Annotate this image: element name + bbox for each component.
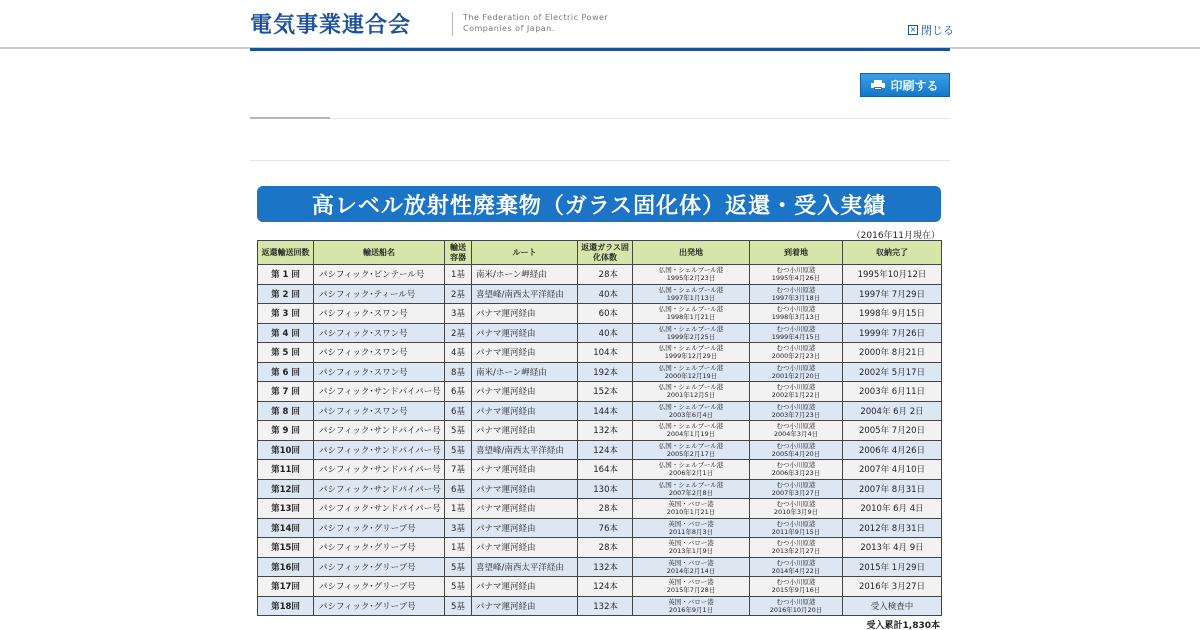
cask-count: 1基 bbox=[445, 265, 472, 285]
cask-count: 6基 bbox=[445, 479, 472, 499]
departure-cell bbox=[633, 440, 750, 460]
storage-completed: 2006年 4月26日 bbox=[843, 440, 942, 460]
ship-name: パシフィック･グリーブ号 bbox=[314, 538, 445, 558]
return-record-table bbox=[257, 240, 942, 616]
departure-cell bbox=[633, 577, 750, 597]
arrival-cell bbox=[750, 577, 843, 597]
arrival-cell bbox=[750, 323, 843, 343]
close-icon: × bbox=[909, 25, 917, 34]
route: パナマ運河経由 bbox=[472, 538, 578, 558]
departure-place: 仏国・シェルブール港 bbox=[658, 461, 724, 470]
print-button-label: 印刷する bbox=[890, 78, 939, 93]
arrival-cell bbox=[750, 284, 843, 304]
departure-place: 仏国・シェルブール港 bbox=[658, 383, 724, 392]
shipment-number: 第 1 回 bbox=[258, 265, 314, 285]
arrival-cell bbox=[750, 518, 843, 538]
storage-completed: 2002年 5月17日 bbox=[843, 362, 942, 382]
logo-en-line2: Companies of Japan. bbox=[463, 24, 555, 33]
ship-name: パシフィック･スワン号 bbox=[314, 304, 445, 324]
arrival-date: 2004年3月4日 bbox=[773, 430, 819, 439]
arrival-place: むつ小川原港 bbox=[776, 480, 816, 489]
ship-name: パシフィック･サンドパイパー号 bbox=[314, 382, 445, 402]
arrival-place: むつ小川原港 bbox=[776, 578, 816, 587]
departure-cell bbox=[633, 499, 750, 519]
departure-date: 2016年9月1日 bbox=[668, 605, 714, 614]
arrival-date: 1999年4月15日 bbox=[771, 332, 821, 341]
route: パナマ運河経由 bbox=[472, 304, 578, 324]
departure-date: 1998年1月21日 bbox=[666, 313, 716, 322]
table-row bbox=[258, 596, 942, 616]
canister-count: 28本 bbox=[578, 538, 633, 558]
arrival-date: 2013年2月27日 bbox=[771, 547, 821, 556]
logo-en-line1: The Federation of Electric Power bbox=[463, 13, 609, 22]
route: 喜望峰/南西太平洋経由 bbox=[472, 284, 578, 304]
storage-completed: 2007年 8月31日 bbox=[843, 479, 942, 499]
ship-name: パシフィック･スワン号 bbox=[314, 323, 445, 343]
storage-completed: 2015年 1月29日 bbox=[843, 557, 942, 577]
logo-divider bbox=[452, 12, 453, 36]
departure-date: 2006年2月1日 bbox=[668, 469, 714, 478]
ship-name: パシフィック･グリーブ号 bbox=[314, 596, 445, 616]
cask-count: 3基 bbox=[445, 304, 472, 324]
route: パナマ運河経由 bbox=[472, 479, 578, 499]
canister-count: 28本 bbox=[578, 499, 633, 519]
table-row bbox=[258, 343, 942, 363]
shipment-number: 第12回 bbox=[258, 479, 314, 499]
departure-place: 仏国・シェルブール港 bbox=[658, 266, 724, 275]
departure-cell bbox=[633, 362, 750, 382]
arrival-cell bbox=[750, 304, 843, 324]
route: パナマ運河経由 bbox=[472, 499, 578, 519]
departure-date: 2014年2月14日 bbox=[666, 566, 716, 575]
arrival-date: 2001年2月20日 bbox=[771, 371, 821, 380]
canister-count: 28本 bbox=[578, 265, 633, 285]
arrival-date: 2002年1月22日 bbox=[771, 391, 821, 400]
section-divider-accent bbox=[250, 117, 330, 119]
table-row bbox=[258, 460, 942, 480]
arrival-place: むつ小川原港 bbox=[776, 441, 816, 450]
close-link[interactable] bbox=[908, 22, 954, 38]
arrival-date: 2010年3月9日 bbox=[773, 508, 819, 517]
arrival-date: 2015年9月16日 bbox=[771, 586, 821, 595]
arrival-cell bbox=[750, 421, 843, 441]
cask-count: 3基 bbox=[445, 518, 472, 538]
arrival-date: 2006年3月23日 bbox=[771, 469, 821, 478]
header-cell: 返還ガラス固化体数 bbox=[578, 241, 633, 265]
cask-count: 5基 bbox=[445, 596, 472, 616]
arrival-place: むつ小川原港 bbox=[776, 539, 816, 548]
table-header-row bbox=[258, 241, 942, 265]
cask-count: 6基 bbox=[445, 401, 472, 421]
arrival-cell bbox=[750, 362, 843, 382]
arrival-date: 2011年9月15日 bbox=[771, 527, 821, 536]
header-cell: 輸送容器 bbox=[445, 241, 472, 265]
section-divider bbox=[250, 160, 950, 161]
canister-count: 132本 bbox=[578, 557, 633, 577]
arrival-date: 2005年4月20日 bbox=[771, 449, 821, 458]
route: パナマ運河経由 bbox=[472, 382, 578, 402]
site-logo-english bbox=[463, 12, 608, 34]
departure-date: 2005年2月17日 bbox=[666, 449, 716, 458]
storage-completed: 2010年 6月 4日 bbox=[843, 499, 942, 519]
storage-completed: 2007年 4月10日 bbox=[843, 460, 942, 480]
ship-name: パシフィック･ティール号 bbox=[314, 284, 445, 304]
canister-count: 60本 bbox=[578, 304, 633, 324]
table-row bbox=[258, 440, 942, 460]
departure-cell bbox=[633, 284, 750, 304]
arrival-cell bbox=[750, 401, 843, 421]
header-accent-bar bbox=[250, 48, 950, 51]
departure-date: 2015年7月28日 bbox=[666, 586, 716, 595]
departure-date: 2001年12月5日 bbox=[666, 391, 716, 400]
arrival-place: むつ小川原港 bbox=[776, 519, 816, 528]
cask-count: 8基 bbox=[445, 362, 472, 382]
shipment-number: 第 8 回 bbox=[258, 401, 314, 421]
storage-completed: 2000年 8月21日 bbox=[843, 343, 942, 363]
canister-count: 40本 bbox=[578, 284, 633, 304]
departure-place: 仏国・シェルブール港 bbox=[658, 324, 724, 333]
departure-cell bbox=[633, 421, 750, 441]
header-cell: 返還輸送回数 bbox=[258, 241, 314, 265]
departure-cell bbox=[633, 538, 750, 558]
storage-completed: 2005年 7月20日 bbox=[843, 421, 942, 441]
arrival-place: むつ小川原港 bbox=[776, 305, 816, 314]
ship-name: パシフィック･グリーブ号 bbox=[314, 577, 445, 597]
arrival-place: むつ小川原港 bbox=[776, 500, 816, 509]
header-cell: 収納完了 bbox=[843, 241, 942, 265]
storage-completed: 1998年 9月15日 bbox=[843, 304, 942, 324]
cask-count: 5基 bbox=[445, 421, 472, 441]
table-row bbox=[258, 323, 942, 343]
ship-name: パシフィック･サンドパイパー号 bbox=[314, 421, 445, 441]
storage-completed: 2003年 6月11日 bbox=[843, 382, 942, 402]
ship-name: パシフィック･スワン号 bbox=[314, 362, 445, 382]
route: 南米/ホーン岬経由 bbox=[472, 362, 578, 382]
arrival-date: 2014年4月22日 bbox=[771, 566, 821, 575]
departure-cell bbox=[633, 265, 750, 285]
arrival-cell bbox=[750, 460, 843, 480]
departure-place: 英国・バロー港 bbox=[668, 597, 714, 606]
departure-place: 仏国・シェルブール港 bbox=[658, 305, 724, 314]
header-cell: 到着地 bbox=[750, 241, 843, 265]
route: パナマ運河経由 bbox=[472, 460, 578, 480]
arrival-cell bbox=[750, 343, 843, 363]
ship-name: パシフィック･サンドパイパー号 bbox=[314, 460, 445, 480]
table-row bbox=[258, 284, 942, 304]
table-row bbox=[258, 421, 942, 441]
departure-place: 仏国・シェルブール港 bbox=[658, 344, 724, 353]
shipment-number: 第 2 回 bbox=[258, 284, 314, 304]
departure-date: 2004年1月19日 bbox=[666, 430, 716, 439]
table-row bbox=[258, 557, 942, 577]
storage-completed: 1995年10月12日 bbox=[843, 265, 942, 285]
cumulative-total: 受入累計1,830本 bbox=[866, 621, 940, 630]
departure-place: 仏国・シェルブール港 bbox=[658, 285, 724, 294]
section-divider bbox=[250, 118, 950, 119]
shipment-number: 第 7 回 bbox=[258, 382, 314, 402]
canister-count: 124本 bbox=[578, 577, 633, 597]
shipment-number: 第 6 回 bbox=[258, 362, 314, 382]
departure-cell bbox=[633, 460, 750, 480]
departure-cell bbox=[633, 401, 750, 421]
departure-place: 仏国・シェルブール港 bbox=[658, 441, 724, 450]
cask-count: 5基 bbox=[445, 577, 472, 597]
route: パナマ運河経由 bbox=[472, 401, 578, 421]
arrival-date: 2007年3月27日 bbox=[771, 488, 821, 497]
arrival-cell bbox=[750, 538, 843, 558]
table-row bbox=[258, 304, 942, 324]
arrival-place: むつ小川原港 bbox=[776, 461, 816, 470]
table-row bbox=[258, 577, 942, 597]
departure-place: 仏国・シェルブール港 bbox=[658, 402, 724, 411]
departure-date: 1999年2月25日 bbox=[666, 332, 716, 341]
cask-count: 1基 bbox=[445, 499, 472, 519]
canister-count: 144本 bbox=[578, 401, 633, 421]
cask-count: 5基 bbox=[445, 440, 472, 460]
departure-date: 2013年1月9日 bbox=[668, 547, 714, 556]
canister-count: 40本 bbox=[578, 323, 633, 343]
shipment-number: 第 3 回 bbox=[258, 304, 314, 324]
storage-completed: 1997年 7月29日 bbox=[843, 284, 942, 304]
departure-place: 英国・バロー港 bbox=[668, 500, 714, 509]
cask-count: 1基 bbox=[445, 538, 472, 558]
shipment-number: 第 5 回 bbox=[258, 343, 314, 363]
arrival-place: むつ小川原港 bbox=[776, 597, 816, 606]
header-cell: 出発地 bbox=[633, 241, 750, 265]
route: 喜望峰/南西太平洋経由 bbox=[472, 440, 578, 460]
arrival-cell bbox=[750, 265, 843, 285]
departure-date: 2003年6月4日 bbox=[668, 410, 714, 419]
print-button[interactable] bbox=[860, 73, 950, 97]
cask-count: 2基 bbox=[445, 323, 472, 343]
cask-count: 4基 bbox=[445, 343, 472, 363]
ship-name: パシフィック･ピンテール号 bbox=[314, 265, 445, 285]
cask-count: 6基 bbox=[445, 382, 472, 402]
printer-icon bbox=[871, 80, 885, 90]
table-row bbox=[258, 479, 942, 499]
cask-count: 5基 bbox=[445, 557, 472, 577]
table-row bbox=[258, 362, 942, 382]
departure-cell bbox=[633, 557, 750, 577]
storage-completed: 2012年 8月31日 bbox=[843, 518, 942, 538]
canister-count: 130本 bbox=[578, 479, 633, 499]
arrival-cell bbox=[750, 557, 843, 577]
departure-date: 2010年1月21日 bbox=[666, 508, 716, 517]
arrival-place: むつ小川原港 bbox=[776, 422, 816, 431]
arrival-date: 1997年3月18日 bbox=[771, 293, 821, 302]
table-row bbox=[258, 401, 942, 421]
shipment-number: 第13回 bbox=[258, 499, 314, 519]
route: パナマ運河経由 bbox=[472, 343, 578, 363]
storage-completed: 2016年 3月27日 bbox=[843, 577, 942, 597]
route: 喜望峰/南西太平洋経由 bbox=[472, 557, 578, 577]
shipment-number: 第15回 bbox=[258, 538, 314, 558]
departure-place: 仏国・シェルブール港 bbox=[658, 422, 724, 431]
shipment-number: 第10回 bbox=[258, 440, 314, 460]
departure-cell bbox=[633, 596, 750, 616]
canister-count: 76本 bbox=[578, 518, 633, 538]
ship-name: パシフィック･サンドパイパー号 bbox=[314, 440, 445, 460]
departure-cell bbox=[633, 323, 750, 343]
canister-count: 124本 bbox=[578, 440, 633, 460]
arrival-place: むつ小川原港 bbox=[776, 383, 816, 392]
departure-cell bbox=[633, 382, 750, 402]
table-row bbox=[258, 265, 942, 285]
ship-name: パシフィック･スワン号 bbox=[314, 343, 445, 363]
arrival-date: 1998年3月13日 bbox=[771, 313, 821, 322]
arrival-cell bbox=[750, 382, 843, 402]
table-row bbox=[258, 499, 942, 519]
route: パナマ運河経由 bbox=[472, 323, 578, 343]
header-cell: 輸送船名 bbox=[314, 241, 445, 265]
canister-count: 192本 bbox=[578, 362, 633, 382]
departure-cell bbox=[633, 479, 750, 499]
as-of-date: （2016年11月現在） bbox=[851, 231, 940, 241]
ship-name: パシフィック･スワン号 bbox=[314, 401, 445, 421]
departure-place: 英国・バロー港 bbox=[668, 558, 714, 567]
cask-count: 2基 bbox=[445, 284, 472, 304]
shipment-number: 第 9 回 bbox=[258, 421, 314, 441]
storage-completed: 2013年 4月 9日 bbox=[843, 538, 942, 558]
arrival-cell bbox=[750, 499, 843, 519]
table-row bbox=[258, 538, 942, 558]
header-cell: ルート bbox=[472, 241, 578, 265]
arrival-cell bbox=[750, 479, 843, 499]
arrival-place: むつ小川原港 bbox=[776, 285, 816, 294]
canister-count: 104本 bbox=[578, 343, 633, 363]
arrival-place: むつ小川原港 bbox=[776, 266, 816, 275]
arrival-cell bbox=[750, 596, 843, 616]
shipment-number: 第16回 bbox=[258, 557, 314, 577]
ship-name: パシフィック･グリーブ号 bbox=[314, 557, 445, 577]
ship-name: パシフィック･グリーブ号 bbox=[314, 518, 445, 538]
arrival-cell bbox=[750, 440, 843, 460]
shipment-number: 第11回 bbox=[258, 460, 314, 480]
ship-name: パシフィック･サンドパイパー号 bbox=[314, 499, 445, 519]
route: 南米/ホーン岬経由 bbox=[472, 265, 578, 285]
storage-completed: 2004年 6月 2日 bbox=[843, 401, 942, 421]
arrival-place: むつ小川原港 bbox=[776, 363, 816, 372]
canister-count: 152本 bbox=[578, 382, 633, 402]
route: パナマ運河経由 bbox=[472, 577, 578, 597]
departure-date: 2011年8月3日 bbox=[668, 527, 714, 536]
storage-completed: 1999年 7月26日 bbox=[843, 323, 942, 343]
departure-place: 英国・バロー港 bbox=[668, 539, 714, 548]
departure-place: 英国・バロー港 bbox=[668, 519, 714, 528]
arrival-date: 2000年2月23日 bbox=[771, 352, 821, 361]
departure-date: 1995年2月23日 bbox=[666, 274, 716, 283]
arrival-place: むつ小川原港 bbox=[776, 558, 816, 567]
site-logo[interactable]: 電気事業連合会 bbox=[250, 12, 412, 38]
departure-cell bbox=[633, 343, 750, 363]
arrival-place: むつ小川原港 bbox=[776, 344, 816, 353]
site-header bbox=[0, 0, 1200, 48]
shipment-number: 第14回 bbox=[258, 518, 314, 538]
arrival-date: 1995年4月26日 bbox=[771, 274, 821, 283]
departure-date: 1999年12月29日 bbox=[664, 352, 718, 361]
departure-place: 仏国・シェルブール港 bbox=[658, 480, 724, 489]
route: パナマ運河経由 bbox=[472, 421, 578, 441]
arrival-date: 2016年10月20日 bbox=[769, 605, 823, 614]
route: パナマ運河経由 bbox=[472, 596, 578, 616]
page-title: 高レベル放射性廃棄物（ガラス固化体）返還・受入実績 bbox=[257, 186, 941, 222]
table-row bbox=[258, 382, 942, 402]
departure-place: 仏国・シェルブール港 bbox=[658, 363, 724, 372]
close-label: 閉じる bbox=[921, 24, 954, 37]
departure-place: 英国・バロー港 bbox=[668, 578, 714, 587]
ship-name: パシフィック･サンドパイパー号 bbox=[314, 479, 445, 499]
departure-date: 2000年12月19日 bbox=[664, 371, 718, 380]
shipment-number: 第18回 bbox=[258, 596, 314, 616]
cask-count: 7基 bbox=[445, 460, 472, 480]
departure-date: 2007年2月8日 bbox=[668, 488, 714, 497]
canister-count: 132本 bbox=[578, 421, 633, 441]
arrival-date: 2003年7月23日 bbox=[771, 410, 821, 419]
arrival-place: むつ小川原港 bbox=[776, 402, 816, 411]
canister-count: 132本 bbox=[578, 596, 633, 616]
departure-date: 1997年1月13日 bbox=[666, 293, 716, 302]
storage-completed: 受入検査中 bbox=[843, 596, 942, 616]
departure-cell bbox=[633, 304, 750, 324]
route: パナマ運河経由 bbox=[472, 518, 578, 538]
shipment-number: 第17回 bbox=[258, 577, 314, 597]
arrival-place: むつ小川原港 bbox=[776, 324, 816, 333]
departure-cell bbox=[633, 518, 750, 538]
canister-count: 164本 bbox=[578, 460, 633, 480]
shipment-number: 第 4 回 bbox=[258, 323, 314, 343]
table-row bbox=[258, 518, 942, 538]
